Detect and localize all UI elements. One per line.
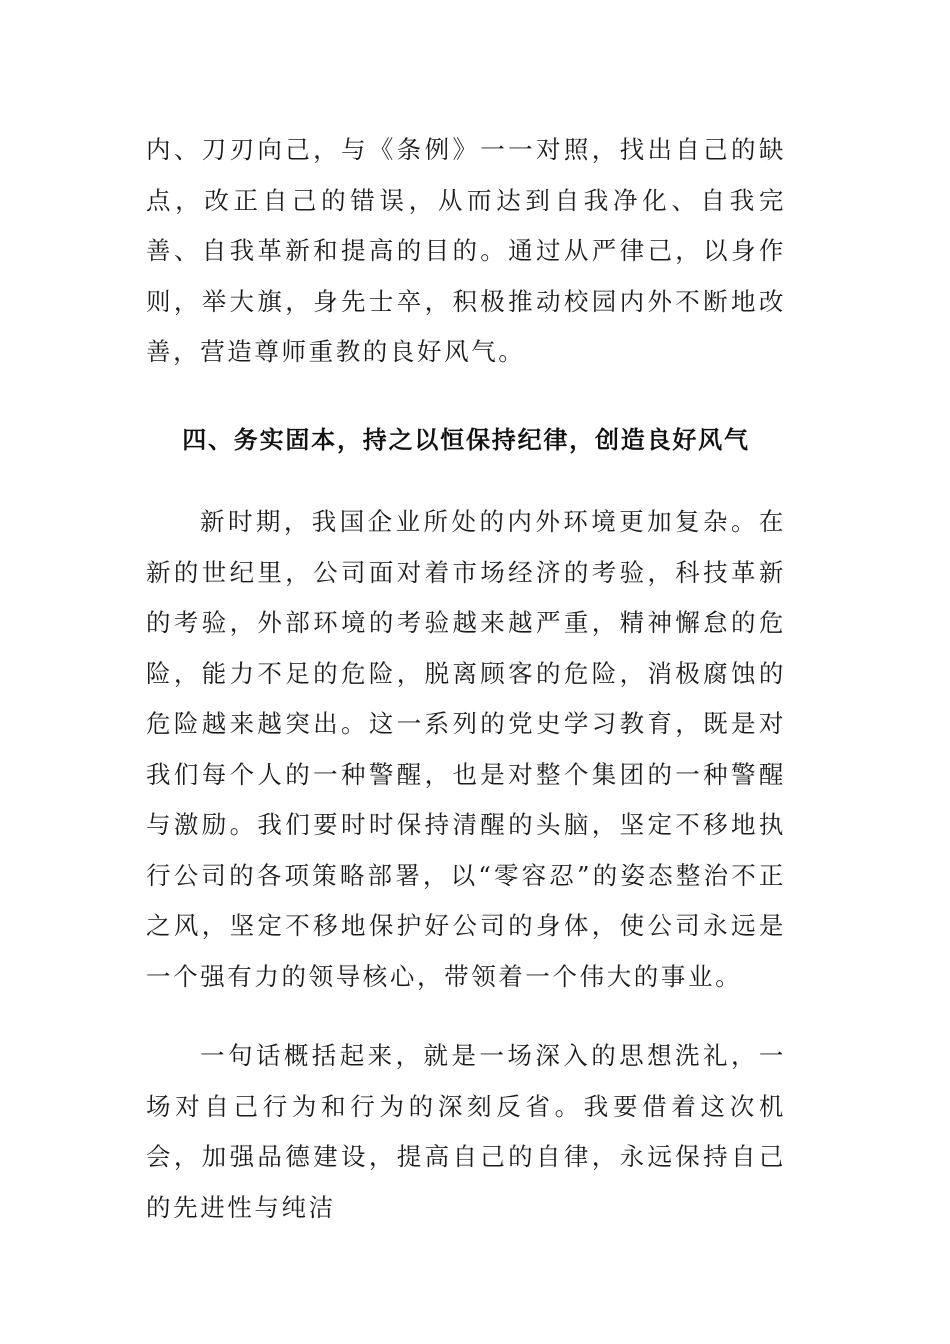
paragraph-3: 一句话概括起来，就是一场深入的思想洗礼，一场对自己行为和行为的深刻反省。我要借着这次机会，加强品德建设，提高自己的自律，永远保持自己的先进性与纯洁 — [146, 1041, 786, 1222]
paragraph-continued: 内、刀刃向己，与《条例》一一对照，找出自己的缺点，改正自己的错误，从而达到自我净化、自我完善、自我革新和提高的目的。通过从严律己，以身作则，举大旗，身先士卒，积极推动校园内外不断地改善，营造尊师重教的良好风气。 — [146, 135, 786, 366]
paragraph-2: 新时期，我国企业所处的内外环境更加复杂。在新的世纪里，公司面对着市场经济的考验，科技革新的考验，外部环境的考验越来越严重，精神懈怠的危险，能力不足的危险，脱离顾客的危险，消极腐蚀的危险越来越突出。这一系列的党史学习教育，既是对我们每个人的一种警醒，也是对整个集团的一种警醒与激励。我们要时时保持清醒的头脑，坚定不移地执行公司的各项策略部署，以“零容忍”的姿态整治不正之风，坚定不移地保护好公司的身体，使公司永远是一个强有力的领导核心，带领着一个伟大的事业。 — [146, 507, 786, 991]
section-heading: 四、务实固本，持之以恒保持纪律，创造良好风气 — [182, 426, 750, 454]
